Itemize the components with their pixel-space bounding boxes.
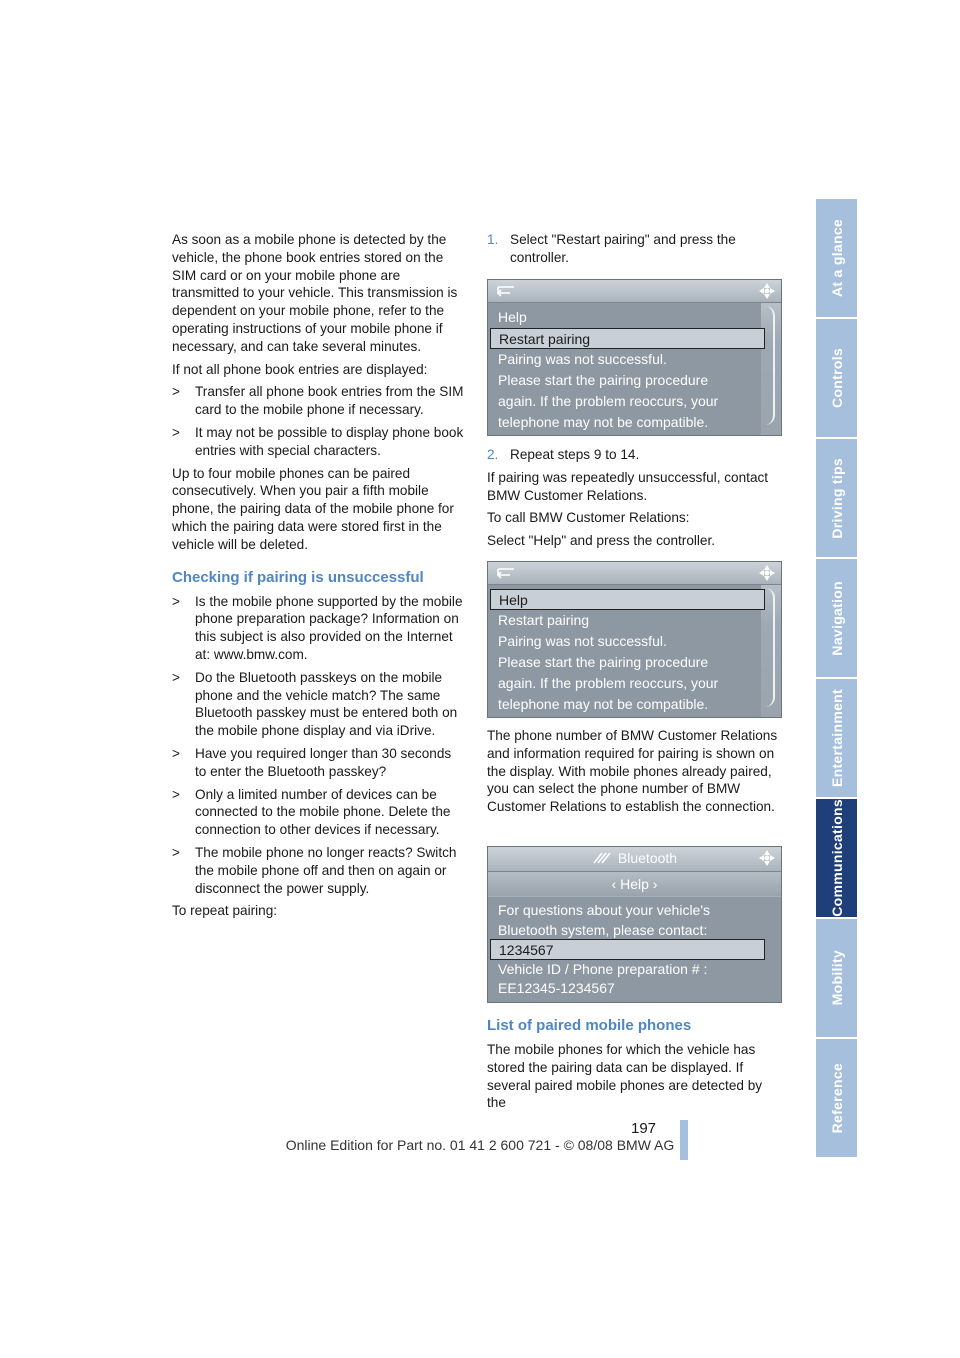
tab-label: Mobility: [828, 950, 845, 1006]
tab-label: Entertainment: [828, 688, 845, 788]
bluetooth-phone-icon: [592, 851, 614, 865]
screen-subtitle[interactable]: ‹ Help ›: [488, 872, 781, 896]
tab-label: Navigation: [828, 580, 845, 656]
bullet-text: The mobile phone no longer reacts? Switch the mobile phone off and then on again or disconnect the power supply.: [195, 844, 457, 896]
bullet-marker: >: [172, 384, 180, 400]
list-item: [172, 383, 464, 419]
step-text: Select "Restart pairing" and press the controller.: [510, 232, 736, 265]
bullet-text: Is the mobile phone supported by the mobile phone preparation package? Information on this subject is also provided on the Internet at: www.bmw.com.: [195, 593, 463, 662]
step-1: [487, 231, 779, 272]
controller-icon: [759, 565, 775, 581]
back-arrow-icon: [496, 566, 516, 580]
list-item: [172, 786, 464, 839]
bullet-marker: >: [172, 786, 180, 802]
controller-icon: [759, 850, 775, 866]
screen-item[interactable]: EE12345-1234567: [498, 980, 615, 996]
step-number: 2.: [487, 447, 499, 462]
screen-header: [488, 562, 781, 585]
idrive-screen-restart: [487, 279, 782, 436]
bullet-text: Have you required longer than 30 seconds to enter the Bluetooth passkey?: [195, 745, 452, 779]
tab-label: Driving tips: [828, 457, 845, 539]
bullet-marker: >: [172, 669, 180, 685]
intro-paragraph: As soon as a mobile phone is detected by the vehicle, the phone book entries stored on the SIM card or on your mobile phone are transmitted to your vehicle. This transmission is dependent on your mobile phone, refer to the operating instructions of your mobile phone if necessary, and can take several minutes.: [172, 232, 458, 354]
step-1-row: [487, 231, 779, 267]
tab-label: Controls: [828, 348, 845, 408]
footer-text: Online Edition for Part no. 01 41 2 600 721 - © 08/08 BMW AG: [285, 1137, 675, 1153]
tab-communications[interactable]: [816, 799, 857, 917]
step-number: 1.: [487, 232, 499, 247]
bullet-marker: >: [172, 745, 180, 761]
scrollbar[interactable]: [765, 588, 775, 707]
screen-item[interactable]: Vehicle ID / Phone preparation # :: [498, 960, 708, 977]
four-phones-paragraph: Up to four mobile phones can be paired consecutively. When you pair a fifth mobile phone, the pairing data of the mobile phone for which the pairing data were stored first in the vehicle will be deleted.: [172, 465, 454, 552]
list-item: [172, 669, 464, 740]
scrollbar[interactable]: [765, 306, 775, 425]
screen-header: [488, 847, 781, 872]
tab-at-a-glance[interactable]: [816, 199, 857, 317]
to-repeat-text: To repeat pairing:: [172, 903, 278, 919]
screen-item[interactable]: again. If the problem reoccurs, your: [498, 675, 719, 691]
tab-driving-tips[interactable]: [816, 439, 857, 557]
tab-label: Reference: [828, 1062, 845, 1134]
screen-title: Bluetooth: [617, 850, 678, 866]
bullet-text: Do the Bluetooth passkeys on the mobile phone and the vehicle match? The same Bluetooth passkey must be entered both on the mobile phone display and via iDrive.: [195, 669, 458, 739]
left-column: [172, 231, 464, 925]
screen-item[interactable]: Pairing was not successful.: [498, 351, 667, 367]
screen-item[interactable]: Please start the pairing procedure: [498, 654, 709, 670]
screen-item[interactable]: For questions about your vehicle's: [498, 902, 711, 918]
screen-item[interactable]: Restart pairing: [498, 612, 590, 628]
screen-header: [488, 280, 781, 303]
list-paragraph: The mobile phones for which the vehicle has stored the pairing data can be displayed. If several paired mobile phones are detected by the: [487, 1042, 763, 1111]
idrive-screen-help: [487, 561, 782, 718]
not-all-displayed-text: If not all phone book entries are displayed:: [172, 361, 428, 377]
bullet-text: Only a limited number of devices can be connected to the mobile phone. Delete the connection to other devices if necessary.: [195, 786, 451, 838]
page-number: 197: [631, 1120, 657, 1137]
screen-selected-item[interactable]: 1234567: [490, 939, 765, 960]
screen-item[interactable]: Pairing was not successful.: [498, 633, 667, 649]
screen-item[interactable]: Bluetooth system, please contact:: [498, 921, 708, 938]
back-arrow-icon: [496, 284, 516, 298]
heading-paired-phones: List of paired mobile phones: [487, 1017, 692, 1034]
to-call-text: To call BMW Customer Relations:: [487, 510, 690, 526]
tab-label: At a glance: [828, 219, 845, 297]
list-item: [172, 593, 464, 664]
bullet-marker: >: [172, 593, 180, 609]
controller-icon: [759, 283, 775, 299]
tab-mobility[interactable]: [816, 919, 857, 1037]
screen-item[interactable]: telephone may not be compatible.: [498, 696, 709, 712]
tab-entertainment[interactable]: [816, 679, 857, 797]
select-help-text: Select "Help" and press the controller.: [487, 533, 716, 549]
tab-navigation[interactable]: [816, 559, 857, 677]
idrive-screen-bluetooth: [487, 846, 782, 1003]
step-text: Repeat steps 9 to 14.: [510, 447, 640, 462]
tab-controls[interactable]: [816, 319, 857, 437]
screen-item[interactable]: telephone may not be compatible.: [498, 414, 709, 430]
screen-title-row: [488, 850, 781, 866]
screen-selected-item[interactable]: Help: [490, 589, 765, 610]
chapter-tabs: [816, 199, 857, 1159]
screen-item[interactable]: Help: [498, 309, 527, 325]
list-item: [172, 844, 464, 897]
screen-selected-item[interactable]: Restart pairing: [490, 328, 765, 349]
list-item: [172, 424, 464, 460]
repeat-unsuccessful-text: If pairing was repeatedly unsuccessful, contact BMW Customer Relations.: [487, 469, 769, 503]
screen-item[interactable]: Please start the pairing procedure: [498, 372, 709, 388]
phone-number-paragraph: The phone number of BMW Customer Relations and information required for pairing is shown on the display. With mobile phones already paired, you can select the phone number of BMW Customer Relations to establish the connection.: [487, 728, 778, 815]
right-column-middle: [487, 446, 779, 555]
heading-checking-pairing: Checking if pairing is unsuccessful: [172, 568, 424, 586]
step-2-row: [487, 446, 779, 464]
list-item: [172, 745, 464, 781]
screen-item[interactable]: again. If the problem reoccurs, your: [498, 393, 719, 409]
bullet-marker: >: [172, 844, 180, 860]
right-column-bottom: [487, 1011, 779, 1117]
bullet-text: It may not be possible to display phone book entries with special characters.: [195, 424, 464, 458]
tab-label: Communications: [828, 799, 845, 917]
bullet-marker: >: [172, 424, 180, 440]
bullet-text: Transfer all phone book entries from the SIM card to the mobile phone if necessary.: [195, 384, 464, 418]
